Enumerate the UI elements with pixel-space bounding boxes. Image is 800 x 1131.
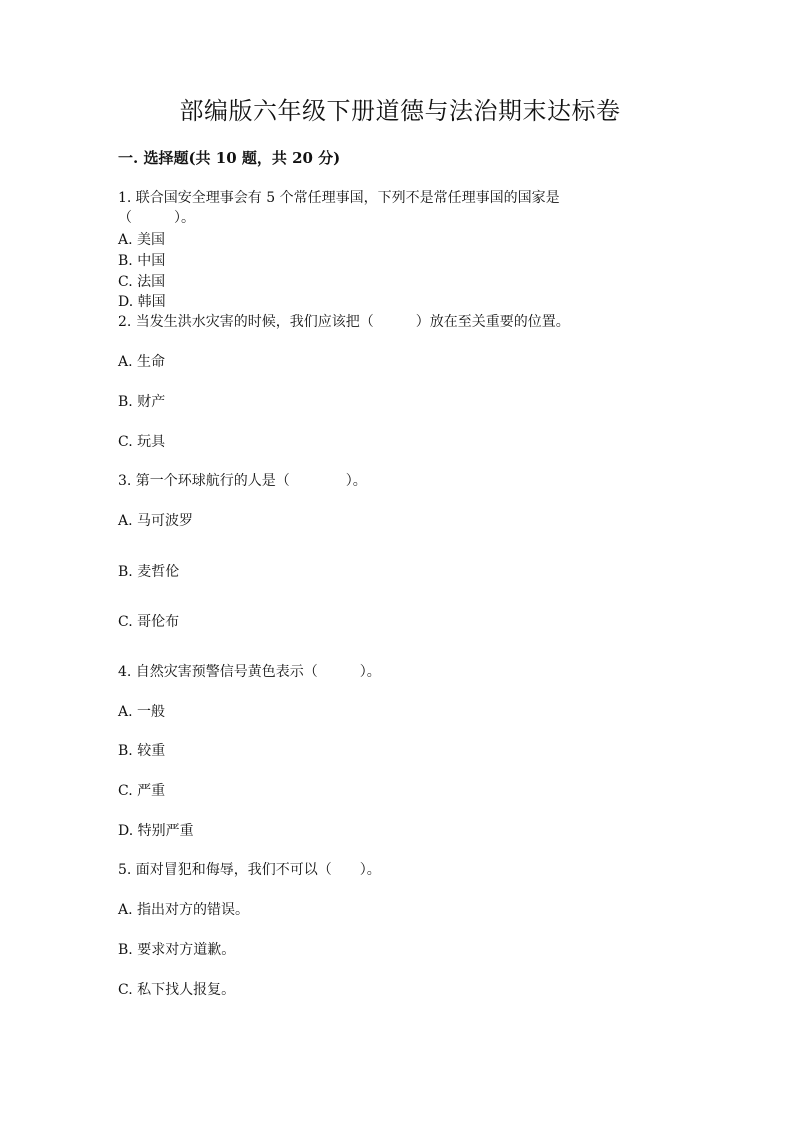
question-5-option-c: C. 私下找人报复。 <box>118 982 236 998</box>
question-2-stem: 2. 当发生洪水灾害的时候，我们应该把（ ）放在至关重要的位置。 <box>118 314 570 330</box>
question-3-option-c: C. 哥伦布 <box>118 614 180 630</box>
section-heading: 一. 选择题(共 10 题，共 20 分) <box>118 149 341 167</box>
question-1-option-c: C. 法国 <box>118 274 166 290</box>
question-3-stem: 3. 第一个环球航行的人是（ ）。 <box>118 473 367 489</box>
question-1-stem-line-1: 1. 联合国安全理事会有 5 个常任理事国，下列不是常任理事国的国家是 <box>118 190 560 206</box>
question-2-option-c: C. 玩具 <box>118 434 166 450</box>
question-1-stem-line-2: （ ）。 <box>118 210 195 226</box>
exam-title: 部编版六年级下册道德与法治期末达标卷 <box>179 97 621 125</box>
question-5-option-a: A. 指出对方的错误。 <box>118 902 250 918</box>
question-3-option-b: B. 麦哲伦 <box>118 564 180 580</box>
question-2-option-b: B. 财产 <box>118 394 166 410</box>
question-4-option-d: D. 特别严重 <box>118 823 194 839</box>
question-2-option-a: A. 生命 <box>118 354 166 370</box>
question-1-option-d: D. 韩国 <box>118 294 166 310</box>
question-1-option-a: A. 美国 <box>118 232 166 248</box>
question-5-stem: 5. 面对冒犯和侮辱，我们不可以（ ）。 <box>118 862 381 878</box>
question-3-option-a: A. 马可波罗 <box>118 513 194 529</box>
question-4-stem: 4. 自然灾害预警信号黄色表示（ ）。 <box>118 664 381 680</box>
question-4-option-a: A. 一般 <box>118 704 166 720</box>
question-1-option-b: B. 中国 <box>118 253 166 269</box>
question-4-option-b: B. 较重 <box>118 743 166 759</box>
question-5-option-b: B. 要求对方道歉。 <box>118 942 236 958</box>
question-4-option-c: C. 严重 <box>118 783 166 799</box>
